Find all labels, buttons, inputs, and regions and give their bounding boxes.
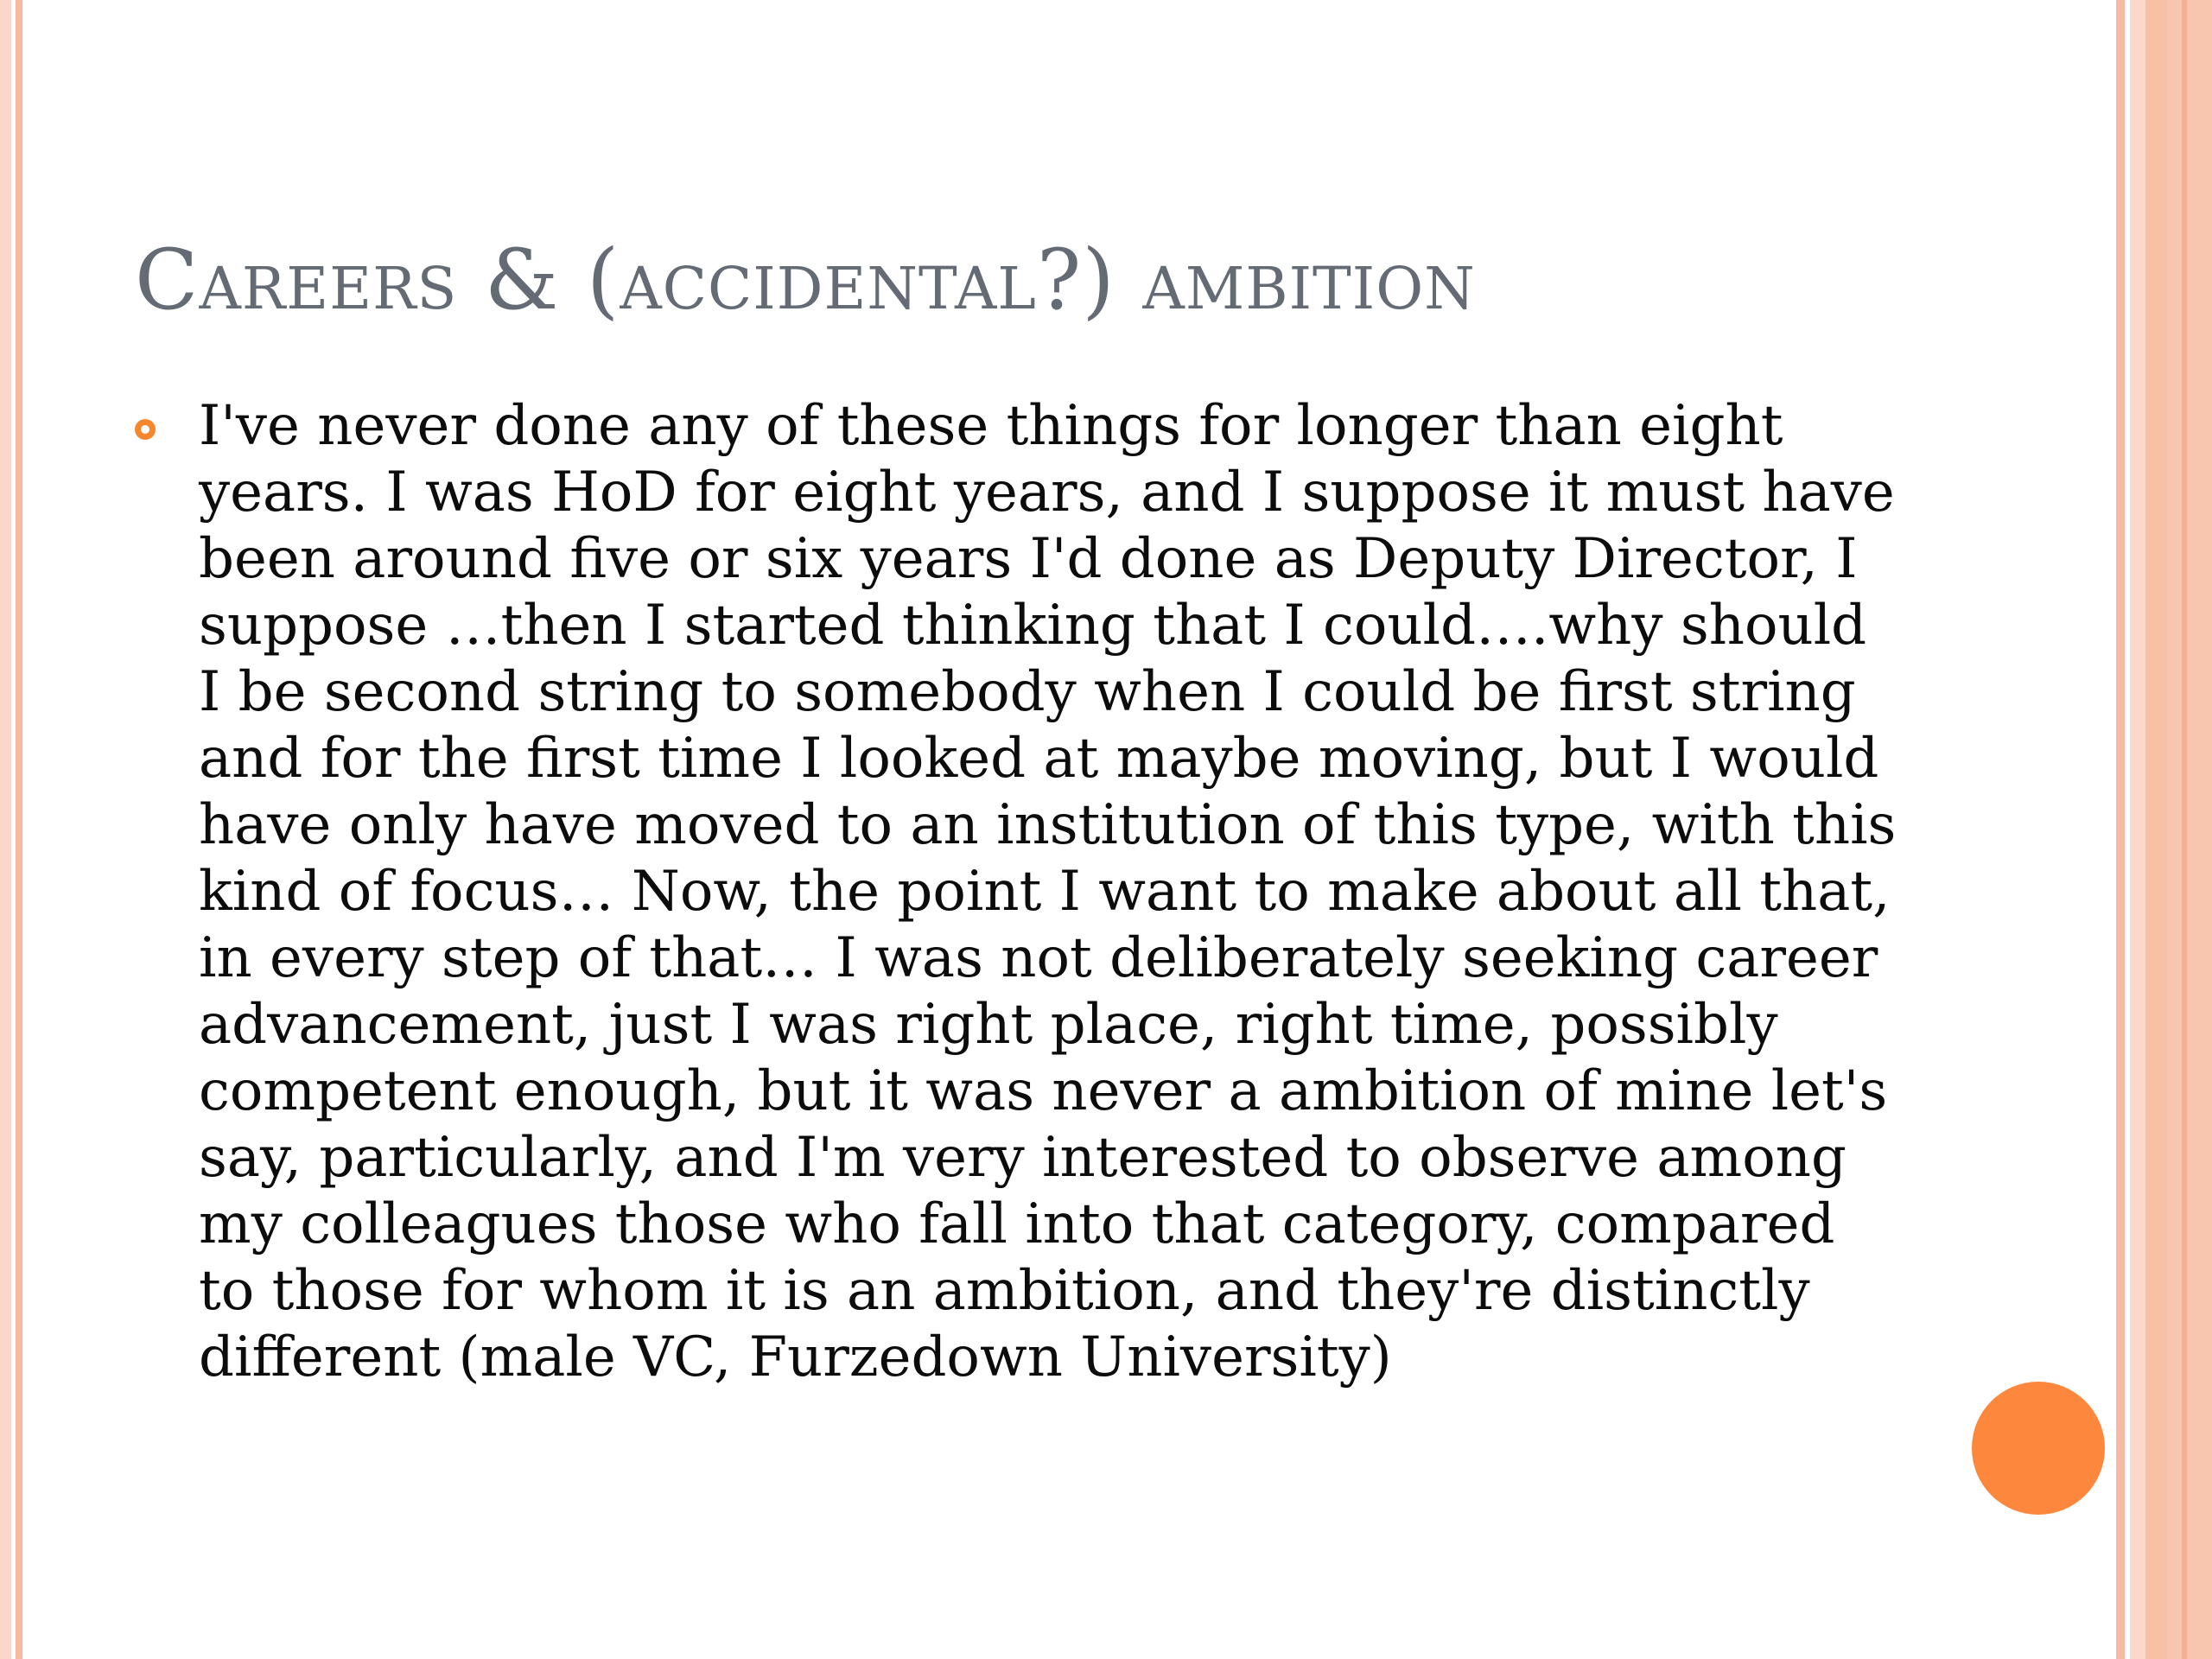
- left-border-stripe: [0, 0, 11, 1659]
- bullet-list: [135, 393, 1897, 1391]
- right-border-line: [2182, 0, 2187, 1659]
- bullet-item: [135, 393, 1897, 1391]
- right-border-band: [2145, 0, 2167, 1659]
- right-border-band: [2130, 0, 2145, 1659]
- left-border-accent-stripe: [16, 0, 22, 1659]
- right-border-band: [2167, 0, 2212, 1659]
- bullet-quote-text: I've never done any of these things for longer than eight years. I was HoD for eight years, and I suppose it must have been around five or six years I'd done as Deputy Director, I suppose …then I started thinking that I could….why should I be second string to somebody when I could be first string and for the first time I looked at maybe moving, but I would have only have moved to an institution of this type, with this kind of focus… Now, the point I want to make about all that, in every step of that… I was not deliberately seeking career advancement, just I was right place, right time, possibly competent enough, but it was never a ambition of mine let's say, particularly, and I'm very interested to observe among my colleagues those who fall into that category, compared to those for whom it is an ambition, and they're distinctly different (male VC, Furzedown University): [199, 394, 1897, 1389]
- slide-title: Careers & (accidental?) ambition: [135, 232, 1476, 328]
- right-border-stripe: [2116, 0, 2125, 1659]
- hollow-circle-bullet-icon: [135, 419, 156, 440]
- orange-circle-decoration: [1972, 1382, 2105, 1515]
